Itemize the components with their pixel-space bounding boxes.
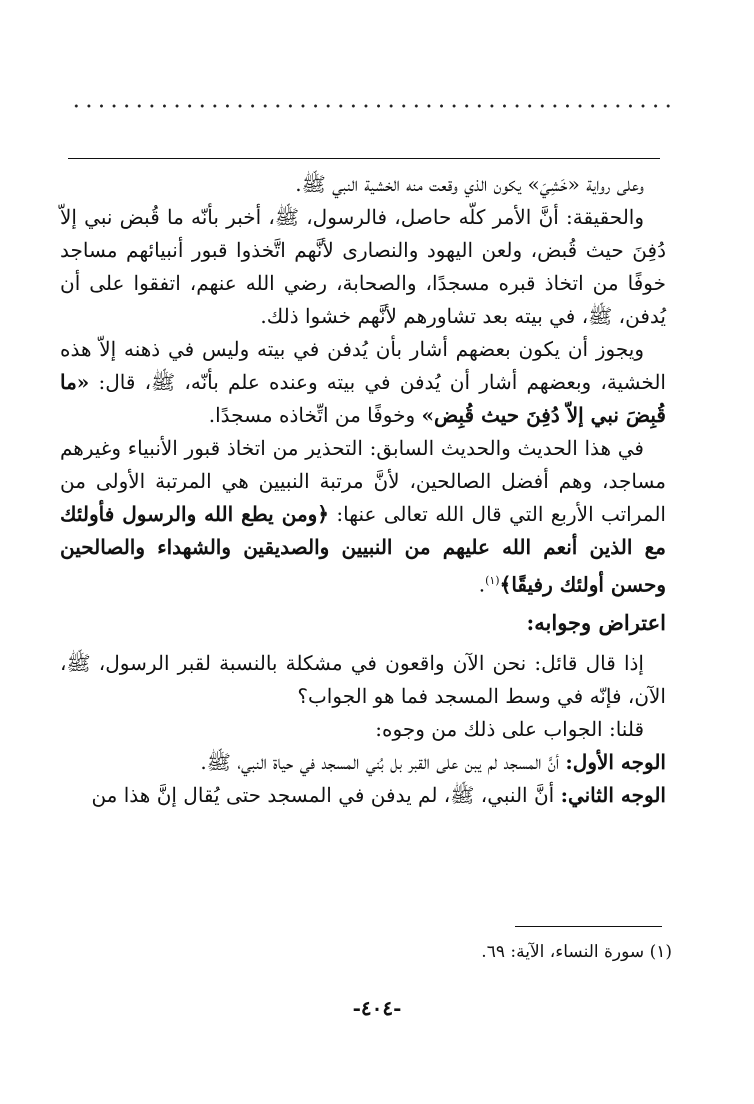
footnote-rule <box>515 926 662 927</box>
paragraph-4-end: . <box>478 572 486 597</box>
paragraph-7 <box>60 746 666 779</box>
paragraph-3-end: وخوفًا من اتِّخاذه مسجدًا. <box>208 403 416 427</box>
paragraph-4-text: في هذا الحديث والحديث السابق: التحذير من اتخاذ قبور الأنبياء وغيرهم مساجد، وهم أفضل الصالحين، لأنَّ مرتبة النبيين هي المرتبة الأولى من المراتب الأربع التي قال الله تعالى عنها: <box>60 436 666 526</box>
top-rule <box>68 158 660 159</box>
paragraph-1: وعلى رواية «خَشِيَ» يكون الذي وقعت منه الخشية النبي ﷺ. <box>295 172 644 196</box>
hadith-quote: «ما قُبِضَ نبي إلاّ دُفِنَ حيث قُبِض» <box>60 370 666 427</box>
first-aspect-label: الوجه الأول: <box>565 749 666 774</box>
main-text <box>60 168 666 812</box>
quran-quote: ﴿ومن يطع الله والرسول فأولئك مع الذين أنعم الله عليهم من النبيين والصديقين والشهداء والصالحين وحسن أولئك رفيقًا﴾ <box>60 502 666 597</box>
page-number: -٤٠٤- <box>352 996 402 1020</box>
paragraph-3-text: ويجوز أن يكون بعضهم أشار بأن يُدفن في بيته وليس في ذهنه إلاّ هذه الخشية، وبعضهم أشار أن يُدفن في بيته وعنده علم بأنّه، ﷺ، قال: <box>60 337 666 394</box>
paragraph-5: إذا قال قائل: نحن الآن واقعون في مشكلة بالنسبة لقبر الرسول، ﷺ، الآن، فإنّه في وسط المسجد فما هو الجواب؟ <box>60 650 666 708</box>
paragraph-2: والحقيقة: أنَّ الأمر كلّه حاصل، فالرسول، ﷺ، أخبر بأنّه ما قُبض نبي إلاّ دُفِنَ حيث قُبض، ولعن اليهود والنصارى لأنَّهم اتَّخذوا قبور أنبيائهم مساجد خوفًا من اتخاذ قبره مسجدًا، والصحابة، رضي الله عنهم، اتفقوا على أن يُدفن، ﷺ، في بيته بعد تشاورهم لأنَّهم خشوا ذلك. <box>60 205 666 328</box>
paragraph-8-text: أنَّ النبي، ﷺ، لم يدفن في المسجد حتى يُقال إنَّ هذا من <box>91 782 555 807</box>
paragraph-4 <box>60 432 666 602</box>
footnote-ref: (١) <box>485 574 500 587</box>
paragraph-8 <box>60 779 666 812</box>
paragraph-7-text: أنَّ المسجد لم يبن على القبر بل بُني المسجد في حياة النبي، ﷺ. <box>200 749 560 774</box>
second-aspect-label: الوجه الثاني: <box>560 782 666 807</box>
paragraph-3 <box>60 333 666 432</box>
footnote: (١) سورة النساء، الآية: ٦٩. <box>481 942 672 962</box>
section-heading: اعتراض وجوابه: <box>526 609 666 635</box>
dotted-separator <box>70 103 670 109</box>
paragraph-6: قلنا: الجواب على ذلك من وجوه: <box>375 716 644 741</box>
